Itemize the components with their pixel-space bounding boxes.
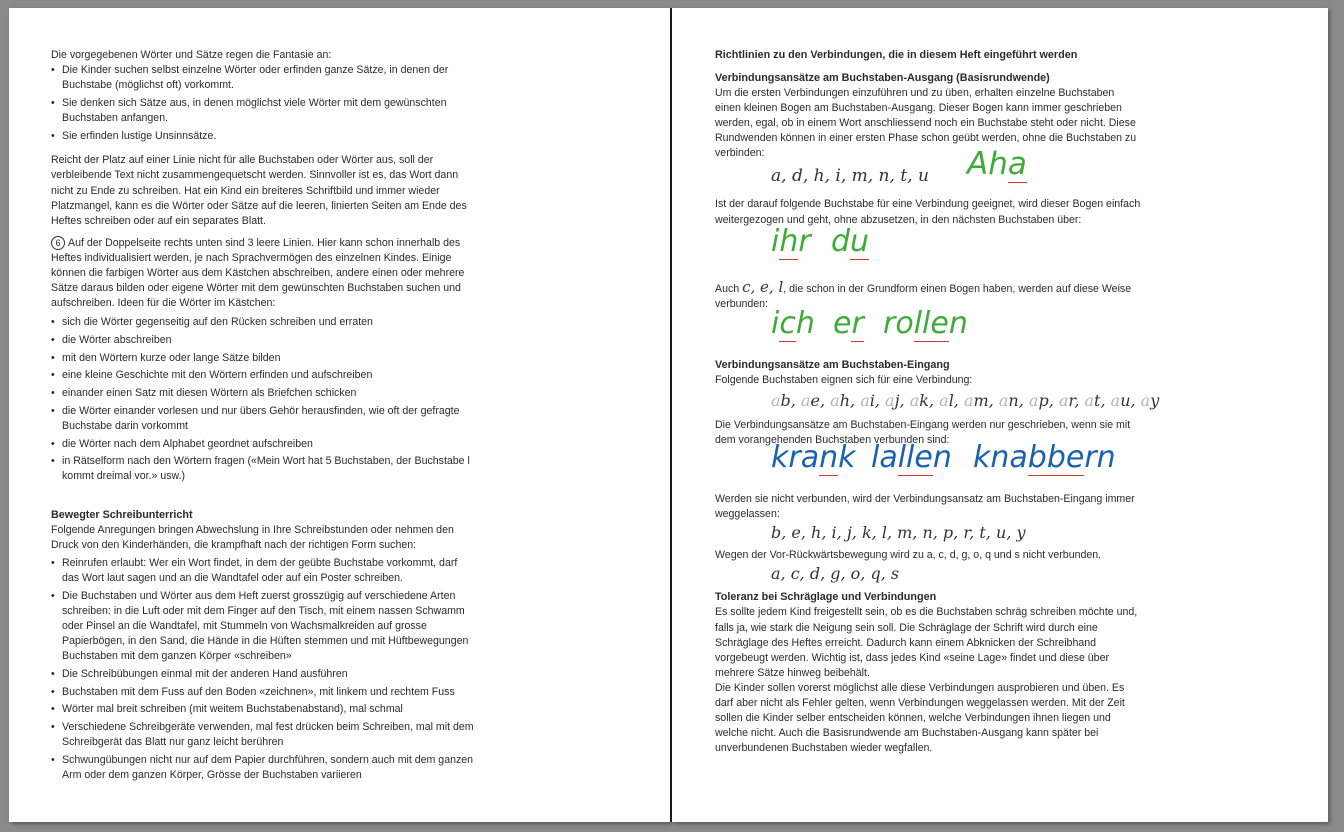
word-part: r [798, 223, 811, 259]
target-letter: k, [919, 390, 940, 410]
toleranz-paragraph: Es sollte jedem Kind freigestellt sein, ob es die Buchstaben schräg schreiben möchte und, falls ja, wie stark die Neigung sein soll. Die Schräglage der Schrift wird durch eine Schräglage des Heftes erreicht. Dadurch kann einem Abknicken der Schreibhand vorgebeugt werden. Wichtig ist, dass jedes Kind «seine Lage» findet und diese über mehrere Sätze hinweg beibehält. [715, 606, 1138, 679]
box-paragraph [51, 236, 477, 311]
link-part: lle [897, 440, 933, 476]
blue-example-row [715, 440, 1143, 492]
space-paragraph: Reicht der Platz auf einer Linie nicht für alle Buchstaben oder Wörter aus, soll der verbleibende Text nicht zusammengequetscht werden. Sinnvoller ist es, das Wort dann nicht zu Ende zu schreiben. Hat ein Kind ein breiteres Schriftbild und immer wieder Platzmangel, kann es die Wörter oder Sätze auf die leeren, linierten Seiten am Ende des Heftes schreiben oder auf ein separates Blatt. [51, 154, 467, 227]
link-part: u [850, 223, 870, 259]
link-part: r [851, 305, 864, 341]
connector-letter: a [885, 390, 895, 410]
vor-paragraph: Wegen der Vor-Rückwärtsbewegung wird zu a, c, d, g, o, q und s nicht verbunden. [715, 549, 1102, 562]
list-item: • einander einen Satz mit diesen Wörtern als Briefchen schicken [51, 386, 477, 401]
word-part: i [771, 223, 780, 259]
connector-letter: a [860, 390, 870, 410]
blue-word-krank [771, 440, 856, 476]
bogen-paragraph: Ist der darauf folgende Buchstabe für eine Verbindung geeignet, wird dieser Bogen einfach weitergezogen und geht, ohne abzusetzen, in den nächsten Buchstaben über: [715, 198, 1141, 226]
list-item: • Verschiedene Schreibgeräte verwenden, mal fest drücken beim Schreiben, mal mit dem Schreibgerät das Blatt nur ganz leicht berühren [51, 720, 477, 750]
blue-word-knabbern [973, 440, 1116, 476]
word-part: i [771, 305, 780, 341]
word-part: Ah [967, 146, 1008, 183]
text-part: , die schon in der Grundform einen Bogen haben, werden auf diese Weise verbunden: [715, 282, 1132, 310]
word-part: ro [883, 305, 914, 341]
target-letter: e, [810, 390, 831, 410]
connector-letter: a [1110, 390, 1121, 410]
list-item: • Buchstaben mit dem Fuss auf den Boden «zeichnen», mit linkem und rechtem Fuss [51, 685, 477, 700]
target-letter: t, [1094, 390, 1111, 410]
list-item: • Die Kinder suchen selbst einzelne Wörter oder erfinden ganze Sätze, in denen der Buchstabe (möglichst oft) vorkommt. [51, 63, 477, 93]
box-paragraph-text: Auf der Doppelseite rechts unten sind 3 leere Linien. Hier kann schon innerhalb des Heftes individualisiert werden, je nach Sprachvermögen des einzelnen Kindes. Einige können die farbigen Wörter aus dem Kästchen abschreiben, andere einen oder mehrere Sätze daraus bilden oder eigene Wörter mit dem gewünschten Buchstaben suchen und aufschreiben. Ideen für die Wörter im Kästchen: [51, 236, 465, 310]
eingang-letter-pairs [771, 390, 1160, 410]
section-heading: Bewegter Schreibunterricht [51, 508, 193, 521]
script-example-row [715, 146, 1143, 197]
script-letters: b, e, h, i, j, k, l, m, n, p, r, t, u, y [771, 523, 1026, 543]
section-heading: Toleranz bei Schräglage und Verbindungen [715, 591, 937, 604]
circled-number: 6 [51, 236, 65, 250]
connector-letter: a [998, 390, 1009, 410]
green-word-ihr [771, 223, 811, 259]
script-row-3 [715, 563, 1143, 590]
green-word-rollen [883, 305, 968, 341]
eingang2-paragraph: Die Verbindungsansätze am Buchstaben-Eingang werden nur geschrieben, wenn sie mit dem vorangehenden Buchstaben verbunden sind: [715, 418, 1131, 447]
box-list [51, 315, 477, 484]
eingang-letters-row [715, 388, 1160, 418]
word-part: n [948, 305, 968, 341]
text-part: Auch [715, 282, 740, 295]
connector-letter: a [909, 390, 920, 410]
right-column [715, 48, 1160, 756]
connector-letter: a [830, 390, 840, 410]
target-letter: i, [869, 390, 886, 410]
link-part: lle [913, 305, 949, 341]
list-item: • eine kleine Geschichte mit den Wörtern erfinden und aufschreiben [51, 368, 477, 383]
list-item: • Sie erfinden lustige Unsinnsätze. [51, 129, 477, 144]
move-paragraph: Folgende Anregungen bringen Abwechslung in Ihre Schreibstunden oder nehmen den Druck von den Kinderhänden, die krampfhaft nach der richtigen Form suchen: [51, 523, 454, 552]
list-item: • Schwungübungen nicht nur auf dem Papier durchführen, sondern auch mit dem ganzen Arm oder dem ganzen Körper, Grösse der Buchstaben variieren [51, 753, 477, 783]
word-part: rn [1084, 440, 1116, 476]
script-letters: a, d, h, i, m, n, t, u [771, 166, 929, 187]
list-item: • sich die Wörter gegenseitig auf den Rücken schreiben und erraten [51, 315, 477, 330]
connector-letter: a [1084, 390, 1095, 410]
link-part: h [779, 223, 799, 259]
green-word-aha [967, 146, 1027, 183]
green-example-row-2 [715, 305, 1143, 358]
blue-word-lallen [871, 440, 952, 476]
list-item: • in Rätselform nach den Wörtern fragen («Mein Wort hat 5 Buchstaben, der Buchstabe l kommt dreimal vor.» usw.) [51, 454, 477, 484]
ausgang-paragraph: Um die ersten Verbindungen einzuführen und zu üben, erhalten einzelne Buchstaben einen kleinen Bogen am Buchstaben-Ausgang. Dieser Bogen kann immer geschrieben werden, egal, ob in einem Wort anschliessend noch ein Buchstabe steht oder nicht. Diese Rundwenden können in einer ersten Phase schon geübt werden, ohne die Buchstaben zu verbinden: [715, 87, 1137, 160]
target-letter: p, [1038, 390, 1059, 410]
word-part: d [831, 223, 851, 259]
connector-letter: a [771, 390, 781, 410]
word-part: h [795, 305, 815, 341]
right-page [672, 8, 1328, 822]
word-part: la [871, 440, 898, 476]
link-part: bbe [1027, 440, 1085, 476]
list-item: • die Wörter nach dem Alphabet geordnet aufschreiben [51, 437, 477, 452]
intro-list [51, 63, 477, 144]
link-part: n [819, 440, 839, 476]
word-part: kra [771, 440, 820, 476]
target-letter: m, [973, 390, 999, 410]
connector-letter: a [963, 390, 974, 410]
target-letter: h, [839, 390, 861, 410]
section-heading: Verbindungsansätze am Buchstaben-Ausgang (Basisrundwende) [715, 72, 1050, 84]
left-page [9, 8, 670, 822]
target-letter: l, [948, 390, 964, 410]
eingang-paragraph: Folgende Buchstaben eignen sich für eine Verbindung: [715, 373, 973, 386]
green-example-row [715, 223, 1143, 280]
list-item: • Die Schreibübungen einmal mit der anderen Hand ausführen [51, 667, 477, 682]
word-part: k [838, 440, 856, 476]
list-item: • Die Buchstaben und Wörter aus dem Heft zuerst grosszügig auf verschiedene Arten schreiben: in die Luft oder mit dem Finger auf den Tisch, mit einem nassen Schwamm oder Pinsel an die Wandtafel, mit Stummeln von Wachsmalkreiden auf grosse Papierbögen, in den Sand, die Hände in die Hüften stemmen und mit Hüftbewegungen Buchstaben mit dem ganzen Körper «schreiben» [51, 589, 477, 664]
target-letter: y [1150, 390, 1160, 410]
script-letters: a, c, d, g, o, q, s [771, 564, 900, 584]
intro-text: Die vorgegebenen Wörter und Sätze regen die Fantasie an: [51, 49, 332, 61]
nicht-paragraph: Werden sie nicht verbunden, wird der Verbindungsansatz am Buchstaben-Eingang immer weggelassen: [715, 493, 1135, 521]
target-letter: n, [1008, 390, 1029, 410]
green-word-er [833, 305, 864, 341]
target-letter: u, [1120, 390, 1141, 410]
list-item: • Reinrufen erlaubt: Wer ein Wort findet, in dem der geübte Buchstabe vorkommt, darf das Wort laut sagen und an die Wandtafel oder auf ein Poster schreiben. [51, 556, 477, 586]
list-item: • die Wörter abschreiben [51, 333, 477, 348]
target-letter: r, [1068, 390, 1085, 410]
target-letter: j, [894, 390, 910, 410]
word-part: n [932, 440, 952, 476]
script-letters: c, e, l [742, 277, 784, 296]
list-item: • die Wörter einander vorlesen und nur übers Gehör herausfinden, wie oft der gefragte Buchstabe darin vorkommt [51, 404, 477, 434]
connector-letter: a [1140, 390, 1151, 410]
green-word-du [831, 223, 870, 259]
list-item: • Wörter mal breit schreiben (mit weitem Buchstabenabstand), mal schmal [51, 702, 477, 717]
connector-letter: a [939, 390, 949, 410]
final-paragraph: Die Kinder sollen vorerst möglichst alle diese Verbindungen ausprobieren und üben. Es darf aber nicht als Fehler gelten, wenn Verbindungen weggelassen werden. Mit der Zeit sollen die Kinder selber entscheiden können, welche Verbindungen ihnen liegen und welche nicht. Auch die Basisrundwende am Buchstaben-Ausgang kann später bei unverbundenen Buchstaben wieder wegfallen. [715, 681, 1125, 755]
script-row-2 [715, 522, 1143, 548]
target-letter: b, [780, 390, 801, 410]
list-item: • mit den Wörtern kurze oder lange Sätze bilden [51, 351, 477, 366]
left-column [51, 48, 477, 786]
page-title: Richtlinien zu den Verbindungen, die in diesem Heft eingeführt werden [715, 49, 1078, 61]
section-heading: Verbindungsansätze am Buchstaben-Eingang [715, 358, 950, 371]
connector-letter: a [800, 390, 811, 410]
connector-letter: a [1058, 390, 1069, 410]
green-word-ich [771, 305, 815, 341]
move-list [51, 556, 477, 783]
link-part: c [779, 305, 796, 341]
connector-letter: a [1028, 390, 1039, 410]
list-item: • Sie denken sich Sätze aus, in denen möglichst viele Wörter mit dem gewünschten Buchstaben anfangen. [51, 96, 477, 126]
word-part: e [833, 305, 852, 341]
link-part: a [1007, 146, 1027, 183]
word-part: kna [973, 440, 1028, 476]
